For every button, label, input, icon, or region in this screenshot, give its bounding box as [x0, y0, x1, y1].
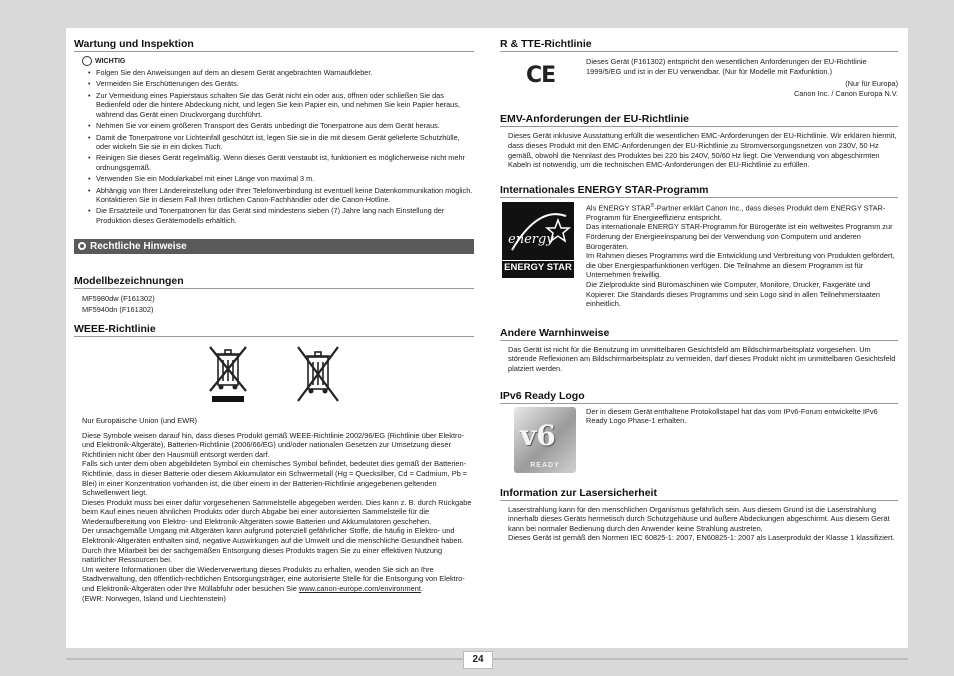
document-page	[66, 28, 908, 648]
model-item: MF5940dn (F161302)	[82, 304, 154, 314]
section-bullet-icon	[78, 242, 86, 250]
ipv6-text	[586, 407, 898, 473]
list-item: • Vermeiden Sie Erschütterungen des Geräts.	[96, 79, 474, 88]
weee-link-period: .	[420, 584, 424, 594]
ce-mark-icon: CE	[526, 63, 556, 88]
models-list	[82, 293, 474, 315]
important-label: WICHTIG	[95, 57, 126, 65]
rtte-text	[586, 57, 898, 98]
legal-banner-label: Rechtliche Hinweise	[90, 240, 187, 252]
weee-eu-only: Nur Europäische Union (und EWR)	[82, 415, 198, 425]
left-column	[74, 38, 474, 603]
emv-heading: EMV-Anforderungen der EU-Richtlinie	[500, 113, 898, 127]
energy-star-logo-icon	[502, 202, 574, 278]
laser-heading: Information zur Lasersicherheit	[500, 487, 898, 501]
weee-body-text: Diese Symbole weisen darauf hin, dass dieses Produkt gemäß WEEE-Richtlinie 2002/96/EG (Richtlinie über Elektro- und Elektronik-Altgeräte), Batterien-Richtlinie (2006/66/EG) und/oder nationalen Gesetzen zur Umsetzung dieser Richtlinien nicht über den Hausmüll entsorgt werden darf. Falls sich unter dem oben abgebildeten Symbol ein chemisches Symbol befindet, bedeutet dies gemäß der Batterien-Richtlinie, dass in dieser Batterie oder diesem Akkumulator ein Schwermetall (Hg = Quecksilber, Cd = Cadmium, Pb = Blei) in einer Konzentration vorhanden ist, die über einem in der Batterien-Richtlinie angegebenen geltenden Schwellenwert liegt. Dieses Produkt muss bei einer dafür vorgesehenen Sammelstelle abgegeben werden. Dies kann z. B. durch Rückgabe beim Kauf eines neuen ähnlichen Produkts oder durch Abgabe bei einer autorisierten Sammelstelle für die Wiederaufbereitung von Elektro- und Elektronik-Altgeräten sowie Batterien und Akkumulatoren geschehen. Der unsachgemäße Umgang mit Altgeräten kann aufgrund potenziell gefährlicher Stoffe, die häufig in Elektro- und Elektronik-Altgeräten enthalten sind, negative Auswirkungen auf die Umwelt und die menschliche Gesundheit haben. Durch Ihre Mitarbeit bei der sachgemäßen Entsorgung dieses Produkts tragen Sie zu einer effektiven Nutzung natürlicher Ressourcen bei. Um weitere Informationen über die Wiederverwertung dieses Produkts zu erhalten, wenden Sie sich an Ihre Stadtverwaltung, den öffentlich-rechtlichen Entsorgungsträger, eine autorisierte Stelle für die Entsorgung von Elektro- und Elektronik-Altgeräten oder Ihre Müllabfuhr oder besuchen Sie	[82, 430, 472, 594]
weee-text-block	[82, 416, 474, 603]
rtte-note-company: Canon Inc. / Canon Europa N.V.	[794, 88, 898, 98]
ce-logo-box	[500, 57, 578, 98]
list-item: • Nehmen Sie vor einem größeren Transport des Geräts unbedingt die Tonerpatrone aus dem Gerät heraus.	[96, 121, 474, 130]
maintenance-list	[74, 68, 474, 225]
energy-block	[500, 202, 898, 309]
ipv6-block	[500, 407, 898, 473]
list-item: • Abhängig von Ihrer Ländereinstellung oder Ihrer Telefonverbindung ist eventuell keine Datenkommunikation möglich. Kontaktieren Sie in diesem Fall Ihren örtlichen Canon-Fachhändler oder die Canon-Hotline.	[96, 186, 474, 205]
energy-body-start: Als ENERGY STAR	[586, 203, 651, 213]
weee-footer: (EWR: Norwegen, Island und Liechtenstein)	[82, 593, 226, 603]
ipv6-heading: IPv6 Ready Logo	[500, 390, 898, 404]
energy-heading: Internationales ENERGY STAR-Programm	[500, 184, 898, 198]
page-number: 24	[463, 651, 493, 669]
weee-heading: WEEE-Richtlinie	[74, 323, 474, 337]
list-item: • Damit die Tonerpatrone vor Lichteinfall geschützt ist, legen Sie sie in die mit diesem Gerät gelieferte Schutzhülle, oder wickeln Sie sie in ein dickes Tuch.	[96, 133, 474, 152]
laser-body: Laserstrahlung kann für den menschlichen Organismus gefährlich sein. Aus diesem Grund ist die Laserstrahlung innerhalb dieses Geräts hermetisch durch Schutzgehäuse und äußere Abdeckungen abgeschirmt. Aus diesem Gerät kann bei normaler Bedienung durch den Anwender keine Strahlung austreten. Dieses Gerät ist gemäß den Normen IEC 60825-1: 2007, EN60825-1: 2007 als Laserprodukt der Klasse 1 klassifiziert.	[508, 504, 895, 543]
important-icon	[82, 56, 92, 66]
maintenance-heading: Wartung und Inspektion	[74, 38, 474, 52]
other-warnings-heading: Andere Warnhinweise	[500, 327, 898, 341]
weee-symbols	[208, 345, 474, 407]
emv-body: Dieses Gerät inklusive Ausstattung erfüllt die wesentlichen EMC-Anforderungen der EU-Richtlinie. Wir erklären hiermit, dass dieses Produkt mit den EMC-Anforderungen der EU-Richtlinie zu Stromversorgungsnetzen von 230V, 50 Hz gemäß, obwohl die Nennlast des Produktes bei 220 bis 240V, 50/60 Hz liegt. Die Verwendung von abgeschirmten Kabeln ist notwendig, um die technischen EMC-Anforderungen der EU-Richtlinie zu erfüllen.	[508, 131, 897, 170]
ipv6-logo-ready: READY	[530, 461, 560, 469]
energy-body-rest: -Partner erklärt Canon Inc., dass dieses Produkt dem ENERGY STAR-Programm für Energieeffizienz entspricht. Das internationale ENERGY STAR-Programm für Bürogeräte ist ein weltweites Programm zur Förderung der Energieeinsparung bei der Verwendung von Computern und anderen Bürogeräten. Im Rahmen dieses Programms wird die Entwicklung und Verbreitung von Produkten gefördert, die über Energiesparfunktionen verfügen. Die Teilnahme an diesem Programm ist für Unternehmen freiwillig. Die Zielprodukte sind Büromaschinen wie Computer, Monitore, Drucker, Faxgeräte und Kopierer. Die Standards dieses Programms und sein Logo sind in allen Teilnehmerstaaten einheitlich.	[586, 203, 895, 309]
energy-text	[586, 202, 898, 309]
other-warnings-body: Das Gerät ist nicht für die Benutzung im unmittelbaren Gesichtsfeld am Bildschirmarbeitsplatz vorgesehen. Um störende Reflexionen am Bildschirmarbeitsplatz zu vermeiden, darf dieses Produkt nicht im unmittelbaren Gesichtsfeld platziert werden.	[508, 344, 896, 373]
list-item: • Die Ersatzteile und Tonerpatronen für das Gerät sind mindestens sieben (7) Jahre lang nach Einstellung der Produktion dieses Gerätemodells erhältlich.	[96, 206, 474, 225]
registered-mark: ®	[650, 202, 655, 209]
weee-body	[82, 431, 474, 594]
canon-environment-link[interactable]: www.canon-europe.com/environment	[298, 584, 421, 594]
rtte-block	[500, 57, 898, 98]
list-item: • Zur Vermeidung eines Papierstaus schalten Sie das Gerät nicht ein oder aus, öffnen oder schließen Sie das Bedienfeld oder die hintere Abdeckung nicht, und legen Sie kein Papier ein, und nehmen Sie kein Papier heraus, während das Gerät einen Druckvorgang durchführt.	[96, 91, 474, 119]
important-note	[82, 56, 474, 66]
energy-body	[586, 202, 898, 309]
rtte-heading: R & TTE-Richtlinie	[500, 38, 898, 52]
models-heading: Modellbezeichnungen	[74, 275, 474, 289]
energy-star-logo-box	[500, 202, 578, 309]
ipv6-logo-box	[500, 407, 578, 473]
energy-script: energy	[508, 231, 554, 247]
list-item: • Reinigen Sie dieses Gerät regelmäßig. Wenn dieses Gerät verstaubt ist, funktioniert es möglicherweise nicht mehr ordnungsgemäß.	[96, 153, 474, 172]
crossed-bin-icon	[296, 345, 340, 405]
ipv6-logo-main: v6	[520, 418, 556, 452]
rtte-body: Dieses Gerät (F161302) entspricht den wesentlichen Anforderungen der EU-Richtlinie 1999/5/EG und ist in der EU verwendbar. (Nur für Modelle mit Faxfunktion.)	[586, 57, 867, 76]
list-item: • Folgen Sie den Anweisungen auf dem an diesem Gerät angebrachten Warnaufkleber.	[96, 68, 474, 77]
ipv6-ready-logo-icon	[514, 407, 576, 473]
energy-star-caption: ENERGY STAR	[502, 260, 574, 275]
model-item: MF5980dw (F161302)	[82, 293, 155, 303]
list-item: • Verwenden Sie ein Modularkabel mit einer Länge von maximal 3 m.	[96, 174, 474, 183]
legal-banner	[74, 239, 474, 254]
right-column	[500, 38, 898, 543]
crossed-bin-with-bar-icon	[208, 345, 248, 405]
ipv6-body: Der in diesem Gerät enthaltene Protokollstapel hat das vom IPv6-Forum entwickelte IPv6 Ready Logo Phase-1 erhalten.	[586, 406, 878, 426]
rtte-note-region: (Nur für Europa)	[845, 79, 898, 89]
